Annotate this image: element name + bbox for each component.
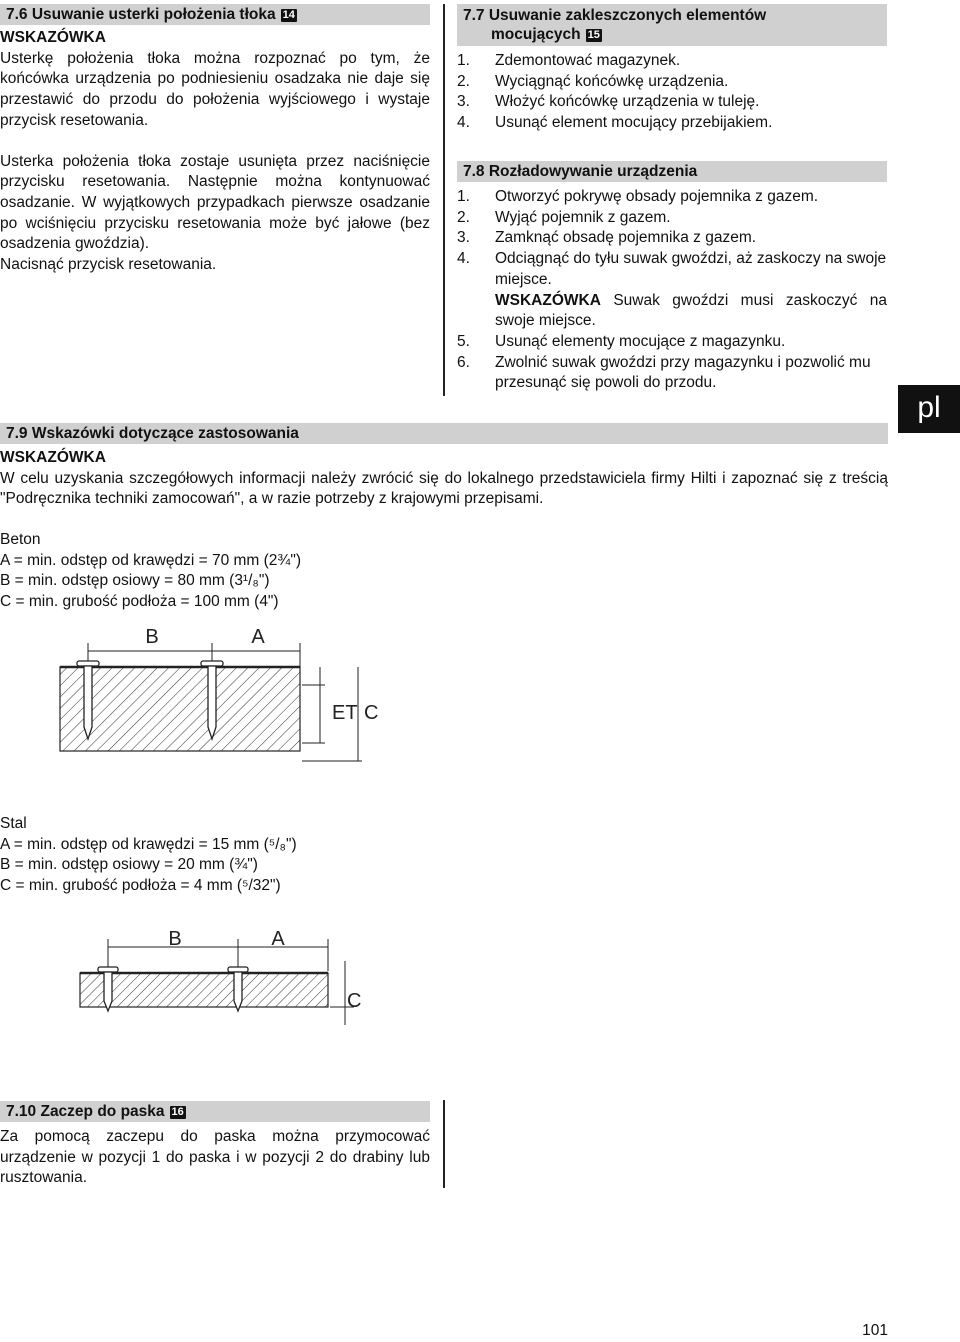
label-et: ET (332, 702, 358, 724)
section-7-7-steps (457, 51, 887, 134)
list-item (457, 249, 887, 332)
step-text: Wyjąć pojemnik z gazem. (495, 208, 671, 226)
figure-badge: 15 (587, 29, 600, 41)
list-item (457, 72, 887, 93)
label-c: C (347, 990, 362, 1012)
note-label: WSKAZÓWKA (0, 449, 106, 466)
section-7-7-heading (457, 4, 887, 46)
step-text: Zdemontować magazynek. (495, 52, 681, 69)
figure-badge: 14 (282, 9, 295, 21)
list-item (457, 208, 887, 229)
step-text: Zwolnić suwak gwoździ przy magazynku i pozwolić mu przesunąć się powoli do przodu. (495, 353, 871, 392)
section-heading-text: 7.7 Usuwanie zakleszczonych elementów (463, 7, 767, 24)
list-item (457, 187, 887, 208)
paragraph: Nacisnąć przycisk resetowania. (0, 256, 217, 274)
stal-spec (0, 814, 500, 897)
section-7-9-heading (0, 423, 888, 444)
step-text: Odciągnąć do tyłu suwak gwoździ, aż zaskoczy na swoje miejsce. (495, 250, 887, 288)
paragraph: W celu uzyskania szczegółowych informacji należy zwrócić się do lokalnego przedstawiciela firmy Hilti i zapoznać się z treścią "Podręcznika techniki zamocowań", a w razie potrzeby z krajowymi przepisami. (0, 469, 888, 508)
page-number: 101 (862, 1322, 888, 1339)
list-item (457, 92, 887, 113)
list-item (457, 332, 887, 353)
section-heading-text: 7.10 Zaczep do paska (6, 1103, 165, 1120)
step-text: Usunąć element mocujący przebijakiem. (495, 114, 773, 132)
spec-line: A = min. odstęp od krawędzi = 70 mm (2¾") (0, 551, 302, 569)
note-label: WSKAZÓWKA (495, 291, 601, 309)
step-note (495, 291, 887, 332)
step-number: 3. (457, 229, 470, 247)
spec-line: A = min. odstęp od krawędzi = 15 mm (⁵/₈") (0, 835, 297, 853)
step-number: 4. (457, 250, 470, 268)
step-text: Zamknąć obsadę pojemnika z gazem. (495, 229, 757, 247)
step-number: 4. (457, 114, 470, 132)
stal-diagram (70, 925, 370, 1030)
label-b: B (145, 626, 159, 648)
section-7-6-body (0, 28, 430, 276)
section-7-9-note (0, 448, 888, 510)
section-heading-text: 7.9 Wskazówki dotyczące zastosowania (6, 425, 299, 442)
step-text: Włożyć końcówkę urządzenia w tuleję. (495, 93, 760, 111)
note-text: Suwak gwoździ musi zaskoczyć na swoje miejsce. (495, 291, 887, 330)
step-number: 2. (457, 72, 470, 90)
label-b: B (168, 928, 182, 950)
list-item (457, 353, 887, 394)
step-number: 5. (457, 332, 470, 350)
step-text: Wyciągnąć końcówkę urządzenia. (495, 72, 729, 90)
step-number: 1. (457, 52, 470, 69)
step-text: Otworzyć pokrywę obsady pojemnika z gazem. (495, 188, 819, 205)
figure-badge: 16 (171, 1106, 184, 1118)
list-item (457, 51, 887, 72)
label-a: A (251, 626, 265, 648)
paragraph: Usterkę położenia tłoka można rozpoznać po tym, że końcówka urządzenia po podniesieniu osadzaka nie daje się przestawić do przodu do położenia wyjściowego i wystaje przycisk resetowania. (0, 49, 430, 129)
paragraph: Usterka położenia tłoka zostaje usunięta przez naciśnięcie przycisku resetowania. Następnie można kontynuować osadzanie. W wyjątkowych przypadkach pierwsze osadzanie po wciśnięciu przycisku resetowania może być jałowe (bez osadzenia gwoździa). (0, 152, 430, 253)
list-item (457, 113, 887, 134)
column-divider (443, 4, 445, 396)
spec-line: C = min. grubość podłoża = 100 mm (4") (0, 593, 279, 611)
column-divider (443, 1100, 445, 1188)
beton-spec (0, 530, 500, 613)
section-7-6-heading (0, 4, 430, 25)
section-7-10-body (0, 1127, 430, 1189)
spec-line: B = min. odstęp osiowy = 80 mm (3¹/₈") (0, 572, 270, 590)
step-number: 1. (457, 188, 470, 205)
section-7-8-steps (457, 187, 887, 394)
label-a: A (271, 928, 285, 950)
concrete-base (60, 667, 300, 751)
label-c: C (364, 702, 379, 724)
note-label: WSKAZÓWKA (0, 29, 106, 46)
step-number: 6. (457, 353, 470, 371)
beton-diagram (40, 615, 400, 780)
step-text: Usunąć elementy mocujące z magazynku. (495, 332, 786, 350)
section-7-10-heading (0, 1101, 430, 1122)
section-heading-text: 7.8 Rozładowywanie urządzenia (463, 163, 698, 180)
step-number: 2. (457, 208, 470, 226)
spec-title: Stal (0, 815, 27, 832)
steel-base (80, 973, 328, 1007)
list-item (457, 228, 887, 249)
spec-title: Beton (0, 531, 41, 548)
paragraph: Za pomocą zaczepu do paska można przymocować urządzenie w pozycji 1 do paska i w pozycji 2 do drabiny lub rusztowania. (0, 1128, 430, 1187)
step-number: 3. (457, 93, 470, 111)
section-heading-text: 7.6 Usuwanie usterki położenia tłoka (6, 6, 276, 23)
spec-line: B = min. odstęp osiowy = 20 mm (¾") (0, 856, 258, 874)
spec-line: C = min. grubość podłoża = 4 mm (⁵/32") (0, 877, 281, 895)
language-tab: pl (898, 385, 960, 433)
section-7-8-heading (457, 161, 887, 182)
section-heading-text: mocujących (491, 26, 581, 43)
